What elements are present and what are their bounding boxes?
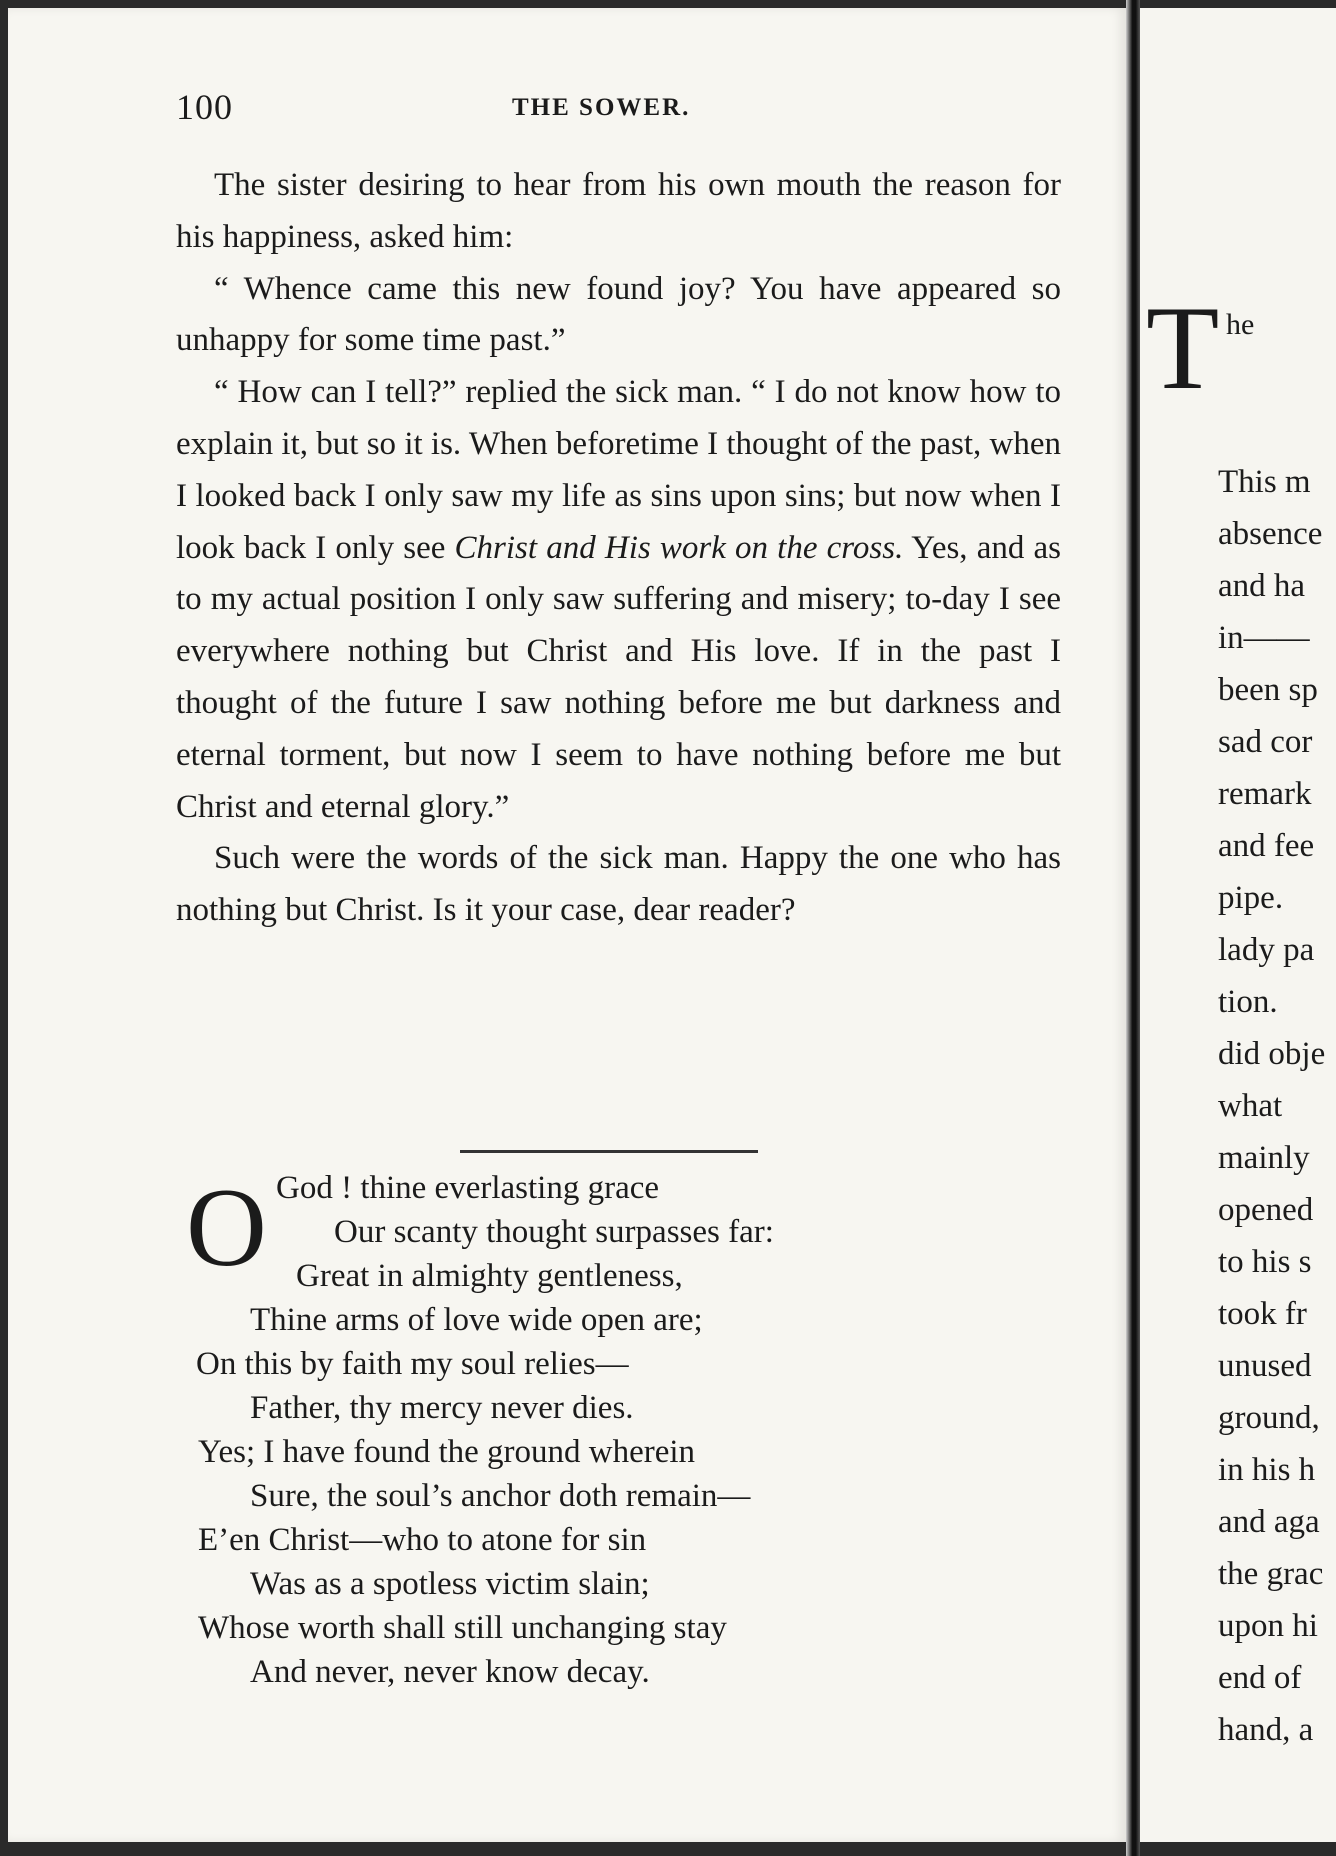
right-page-line: and aga xyxy=(1218,1504,1320,1540)
poem-line: Sure, the soul’s anchor doth remain— xyxy=(250,1478,751,1514)
right-page-line: the grac xyxy=(1218,1556,1324,1592)
paragraph-3-text-a: “ How can I tell?” replied the sick man. “ I do not know how to explain it, but so it is. When beforetime I thought of the past, when I looked back I only saw my life as sins upon sins; but now when I look back I only see xyxy=(176,374,1061,566)
right-page-line: tion. xyxy=(1218,984,1278,1020)
right-page-line: did obje xyxy=(1218,1036,1326,1072)
poem-line: Thine arms of love wide open are; xyxy=(250,1302,703,1338)
right-page-line: unused xyxy=(1218,1348,1312,1384)
poem-line: On this by faith my soul relies— xyxy=(196,1346,629,1382)
prose-body xyxy=(176,160,1061,937)
right-page-cap-small: he xyxy=(1226,308,1255,341)
poem-drop-cap: O xyxy=(186,1166,267,1290)
page-number: 100 xyxy=(176,87,233,127)
right-page-line: sad cor xyxy=(1218,724,1313,760)
poem-line: E’en Christ—who to atone for sin xyxy=(198,1522,647,1558)
right-page-line: remark xyxy=(1218,776,1312,812)
right-page-line: lady pa xyxy=(1218,932,1315,968)
right-page-line: opened xyxy=(1218,1192,1314,1228)
right-page-line: and ha xyxy=(1218,568,1306,604)
right-page-line: in—— xyxy=(1218,620,1310,656)
poem-line: God ! thine everlasting grace xyxy=(276,1170,660,1206)
right-page-line: what xyxy=(1218,1088,1283,1124)
right-page-line: This m xyxy=(1218,464,1311,500)
right-page-drop-cap: T xyxy=(1146,281,1220,414)
right-page-line: to his s xyxy=(1218,1244,1312,1280)
poem-line: Yes; I have found the ground wherein xyxy=(198,1434,696,1470)
running-title: THE SOWER. xyxy=(512,94,691,121)
right-page-line: end of xyxy=(1218,1660,1302,1696)
right-page-line: absence xyxy=(1218,516,1323,552)
right-page-line: mainly xyxy=(1218,1140,1310,1176)
book-gutter xyxy=(1126,0,1140,1856)
right-page-line: took fr xyxy=(1218,1296,1307,1332)
paragraph-3 xyxy=(176,367,1061,833)
right-page-line: been sp xyxy=(1218,672,1318,708)
poem-line: Was as a spotless victim slain; xyxy=(250,1566,650,1602)
paragraph-3-text-b: Yes, and as to my actual position I only saw suffering and misery; to-day I see everywhere nothing but Christ and His love. If in the past I thought of the future I saw nothing before me but darkness and eternal torment, but now I seem to have nothing before me but Christ and eternal glory.” xyxy=(176,529,1062,825)
right-page-line: pipe. xyxy=(1218,880,1284,916)
right-page-line: hand, a xyxy=(1218,1712,1314,1748)
left-page xyxy=(8,8,1126,1842)
poem-line: Father, thy mercy never dies. xyxy=(250,1390,634,1426)
paragraph-4: Such were the words of the sick man. Happy the one who has nothing but Christ. Is it your case, dear reader? xyxy=(176,840,1061,929)
right-page xyxy=(1140,8,1336,1842)
paragraph-1: The sister desiring to hear from his own mouth the reason for his happiness, asked him: xyxy=(176,167,1061,255)
poem-line: Whose worth shall still unchanging stay xyxy=(198,1610,727,1646)
paragraph-2: “ Whence came this new found joy? You have appeared so unhappy for some time past.” xyxy=(176,270,1061,359)
page-header xyxy=(176,86,956,136)
poem-line: Great in almighty gentleness, xyxy=(296,1258,683,1294)
poem-line: Our scanty thought surpasses far: xyxy=(334,1214,774,1250)
poem-line: And never, never know decay. xyxy=(250,1654,650,1690)
right-page-line: upon hi xyxy=(1218,1608,1318,1644)
right-page-line: in his h xyxy=(1218,1452,1316,1488)
paragraph-3-italic: Christ and His work on the cross. xyxy=(454,529,904,566)
section-divider xyxy=(460,1150,758,1153)
right-page-line: ground, xyxy=(1218,1400,1320,1436)
right-page-line: and fee xyxy=(1218,828,1315,864)
